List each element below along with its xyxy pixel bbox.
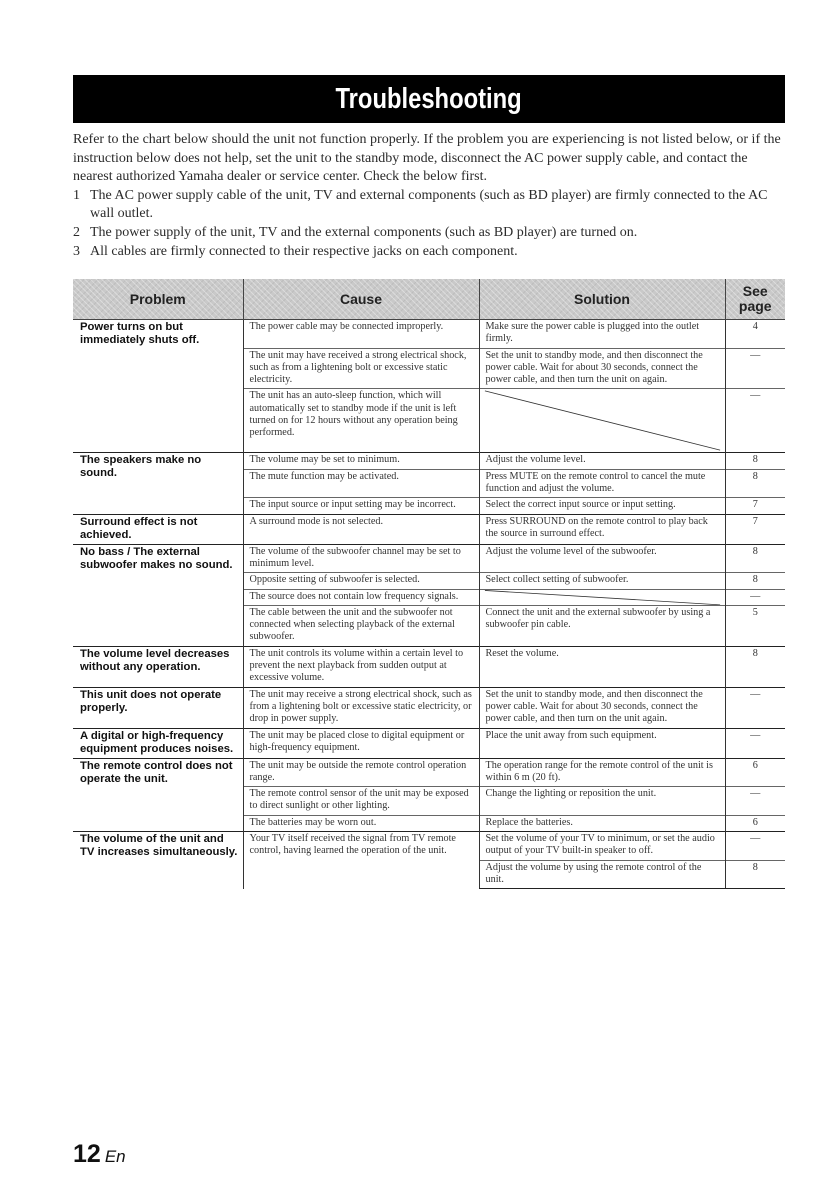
page-cell: — [725, 728, 785, 758]
page-cell: 7 [725, 514, 785, 544]
page-cell: 5 [725, 605, 785, 646]
table-row [73, 646, 785, 687]
problem-cell: This unit does not operate properly. [73, 687, 243, 728]
cause-cell: The unit may be placed close to digital equipment or high-frequency equipment. [243, 728, 479, 758]
solution-cell: Adjust the volume by using the remote control of the unit. [479, 860, 725, 889]
diagonal-strike [480, 389, 725, 452]
page-cell: 6 [725, 758, 785, 787]
problem-cell: A digital or high-frequency equipment produces noises. [73, 728, 243, 758]
table-row [73, 687, 785, 728]
cause-cell: A surround mode is not selected. [243, 514, 479, 544]
checklist-item [73, 187, 785, 224]
problem-cell: Surround effect is not achieved. [73, 514, 243, 544]
table-row [73, 544, 785, 573]
cause-cell: The unit may receive a strong electrical shock, such as from a lightening bolt or excessive static electricity, or drop in power supply. [243, 687, 479, 728]
solution-cell: Adjust the volume level of the subwoofer. [479, 544, 725, 573]
page-title-text: Troubleshooting [335, 83, 523, 115]
solution-cell: Make sure the power cable is plugged into the outlet firmly. [479, 320, 725, 349]
page-number: 12 [73, 1140, 101, 1168]
problem-cell: Power turns on but immediately shuts off. [73, 320, 243, 453]
cause-cell: The power cable may be connected improperly. [243, 320, 479, 349]
checklist-number: 2 [73, 224, 80, 240]
header-see-page: See page [725, 279, 785, 320]
diagonal-strike [480, 590, 725, 605]
page-cell: 8 [725, 573, 785, 589]
problem-cell: No bass / The external subwoofer makes no sound. [73, 544, 243, 646]
header-problem: Problem [73, 279, 243, 320]
checklist-item [73, 224, 785, 243]
page-cell: — [725, 787, 785, 816]
table-row [73, 758, 785, 787]
checklist-item [73, 243, 785, 262]
page-cell: 8 [725, 860, 785, 889]
solution-cell: Change the lighting or reposition the unit. [479, 787, 725, 816]
cause-cell: The unit controls its volume within a certain level to prevent the next playback from sudden output at excessive volume. [243, 646, 479, 687]
page-cell: — [725, 348, 785, 389]
cause-cell: The unit has an auto-sleep function, which will automatically set to standby mode if the unit is left turned on for 12 hours without any operation being performed. [243, 389, 479, 453]
page-cell: 7 [725, 498, 785, 514]
page-cell: 8 [725, 453, 785, 469]
solution-cell: Press MUTE on the remote control to cancel the mute function and adjust the volume. [479, 469, 725, 498]
cause-cell: The mute function may be activated. [243, 469, 479, 498]
solution-cell: Set the volume of your TV to minimum, or set the audio output of your TV built-in speaker to off. [479, 832, 725, 861]
solution-cell: Set the unit to standby mode, and then disconnect the power cable. Wait for about 30 seconds, connect the power cable, and then turn on the unit again. [479, 687, 725, 728]
page-cell: 8 [725, 646, 785, 687]
solution-cell: Place the unit away from such equipment. [479, 728, 725, 758]
solution-cell: Select collect setting of subwoofer. [479, 573, 725, 589]
page-cell: — [725, 389, 785, 453]
cause-cell: The volume may be set to minimum. [243, 453, 479, 469]
header-cause: Cause [243, 279, 479, 320]
cause-cell: The volume of the subwoofer channel may be set to minimum level. [243, 544, 479, 573]
checklist-text: The power supply of the unit, TV and the external components (such as BD player) are turned on. [90, 224, 638, 240]
cause-cell: The unit may be outside the remote control operation range. [243, 758, 479, 787]
table-row [73, 514, 785, 544]
page-cell: — [725, 589, 785, 605]
solution-cell: Select the correct input source or input setting. [479, 498, 725, 514]
checklist-text: All cables are firmly connected to their respective jacks on each component. [90, 243, 518, 259]
problem-cell: The speakers make no sound. [73, 453, 243, 514]
page-title [73, 75, 785, 123]
solution-cell: Set the unit to standby mode, and then disconnect the power cable. Wait for about 30 seconds, connect the power cable, and then turn the unit on again. [479, 348, 725, 389]
page-cell: — [725, 687, 785, 728]
intro-section [73, 131, 785, 261]
language-code: En [104, 1147, 126, 1166]
solution-cell: Connect the unit and the external subwoofer by using a subwoofer pin cable. [479, 605, 725, 646]
cause-cell: The source does not contain low frequency signals. [243, 589, 479, 605]
page-cell: 8 [725, 544, 785, 573]
cause-cell: Opposite setting of subwoofer is selected. [243, 573, 479, 589]
checklist-text: The AC power supply cable of the unit, TV and external components (such as BD player) are firmly connected to the AC wall outlet. [90, 187, 768, 222]
page-cell: 4 [725, 320, 785, 349]
problem-cell: The remote control does not operate the unit. [73, 758, 243, 831]
table-row [73, 320, 785, 349]
solution-cell: Adjust the volume level. [479, 453, 725, 469]
cause-cell: The input source or input setting may be incorrect. [243, 498, 479, 514]
table-row [73, 453, 785, 469]
problem-cell: The volume level decreases without any operation. [73, 646, 243, 687]
intro-paragraph: Refer to the chart below should the unit not function properly. If the problem you are experiencing is not listed below, or if the instruction below does not help, set the unit to the standby mode, disconnect the AC power supply cable, and contact the nearest authorized Yamaha dealer or service center. Check the below first. [73, 132, 781, 185]
cause-cell: Your TV itself received the signal from TV remote control, having learned the operation of the unit. [243, 832, 479, 889]
solution-cell: Press SURROUND on the remote control to play back the source in surround effect. [479, 514, 725, 544]
solution-cell: Replace the batteries. [479, 815, 725, 831]
not-applicable-cell [479, 389, 725, 453]
table-row [73, 728, 785, 758]
solution-cell: Reset the volume. [479, 646, 725, 687]
checklist-number: 3 [73, 243, 80, 259]
problem-cell: The volume of the unit and TV increases simultaneously. [73, 832, 243, 889]
page-cell: — [725, 832, 785, 861]
troubleshooting-table [73, 279, 785, 889]
not-applicable-cell [479, 589, 725, 605]
table-row [73, 832, 785, 861]
cause-cell: The batteries may be worn out. [243, 815, 479, 831]
header-solution: Solution [479, 279, 725, 320]
table-header-row [73, 279, 785, 320]
checklist-number: 1 [73, 187, 80, 203]
cause-cell: The cable between the unit and the subwoofer not connected when selecting playback of the external subwoofer. [243, 605, 479, 646]
page-cell: 8 [725, 469, 785, 498]
solution-cell: The operation range for the remote control of the unit is within 6 m (20 ft). [479, 758, 725, 787]
page-footer [73, 1140, 126, 1169]
checklist [73, 187, 785, 261]
page-cell: 6 [725, 815, 785, 831]
cause-cell: The unit may have received a strong electrical shock, such as from a lightening bolt or excessive static electricity. [243, 348, 479, 389]
cause-cell: The remote control sensor of the unit may be exposed to direct sunlight or other lighting. [243, 787, 479, 816]
